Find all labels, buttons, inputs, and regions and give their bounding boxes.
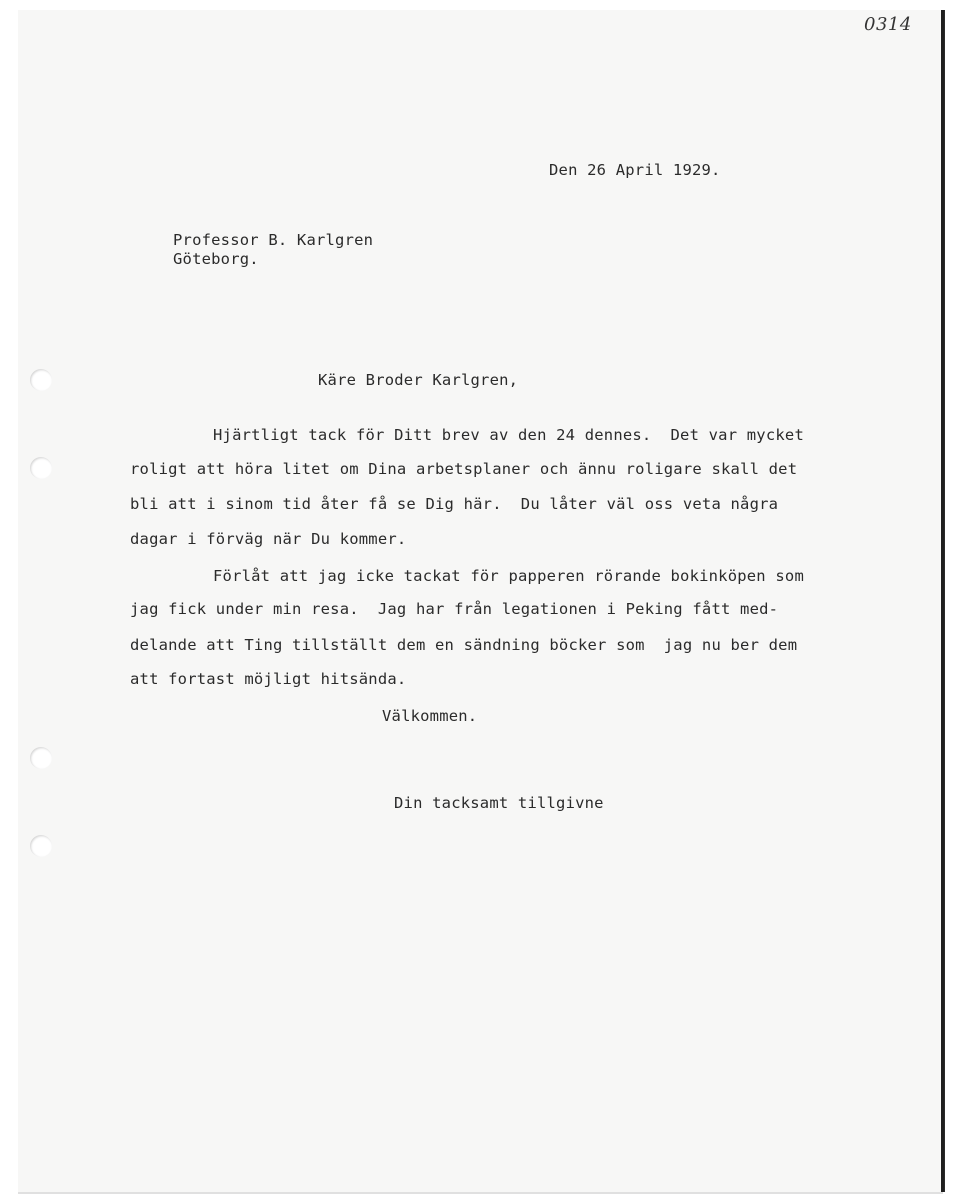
body-line: Hjärtligt tack för Ditt brev av den 24 dennes. Det var mycket	[213, 426, 804, 444]
body-line: dagar i förväg när Du kommer.	[130, 530, 407, 548]
body-line: jag fick under min resa. Jag har från legationen i Peking fått med-	[130, 600, 779, 618]
welcome-line: Välkommen.	[382, 707, 478, 725]
punch-hole	[30, 747, 52, 769]
body-line: delande att Ting tillställt dem en sändning böcker som jag nu ber dem	[130, 636, 798, 654]
salutation: Käre Broder Karlgren,	[318, 371, 519, 389]
body-line: bli att i sinom tid åter få se Dig här. Du låter väl oss veta några	[130, 495, 779, 513]
body-line: att fortast möjligt hitsända.	[130, 670, 407, 688]
body-line: Förlåt att jag icke tackat för papperen rörande bokinköpen som	[213, 567, 804, 585]
date-line: Den 26 April 1929.	[549, 161, 721, 179]
paper-edge	[941, 10, 944, 1192]
punch-hole	[30, 369, 52, 391]
archive-number: 0314	[864, 14, 912, 35]
punch-hole	[30, 835, 52, 857]
recipient-name: Professor B. Karlgren	[173, 231, 374, 249]
punch-hole	[30, 457, 52, 479]
body-line: roligt att höra litet om Dina arbetsplaner och ännu roligare skall det	[130, 460, 798, 478]
recipient-city: Göteborg.	[173, 250, 259, 268]
closing-line: Din tacksamt tillgivne	[394, 794, 604, 812]
